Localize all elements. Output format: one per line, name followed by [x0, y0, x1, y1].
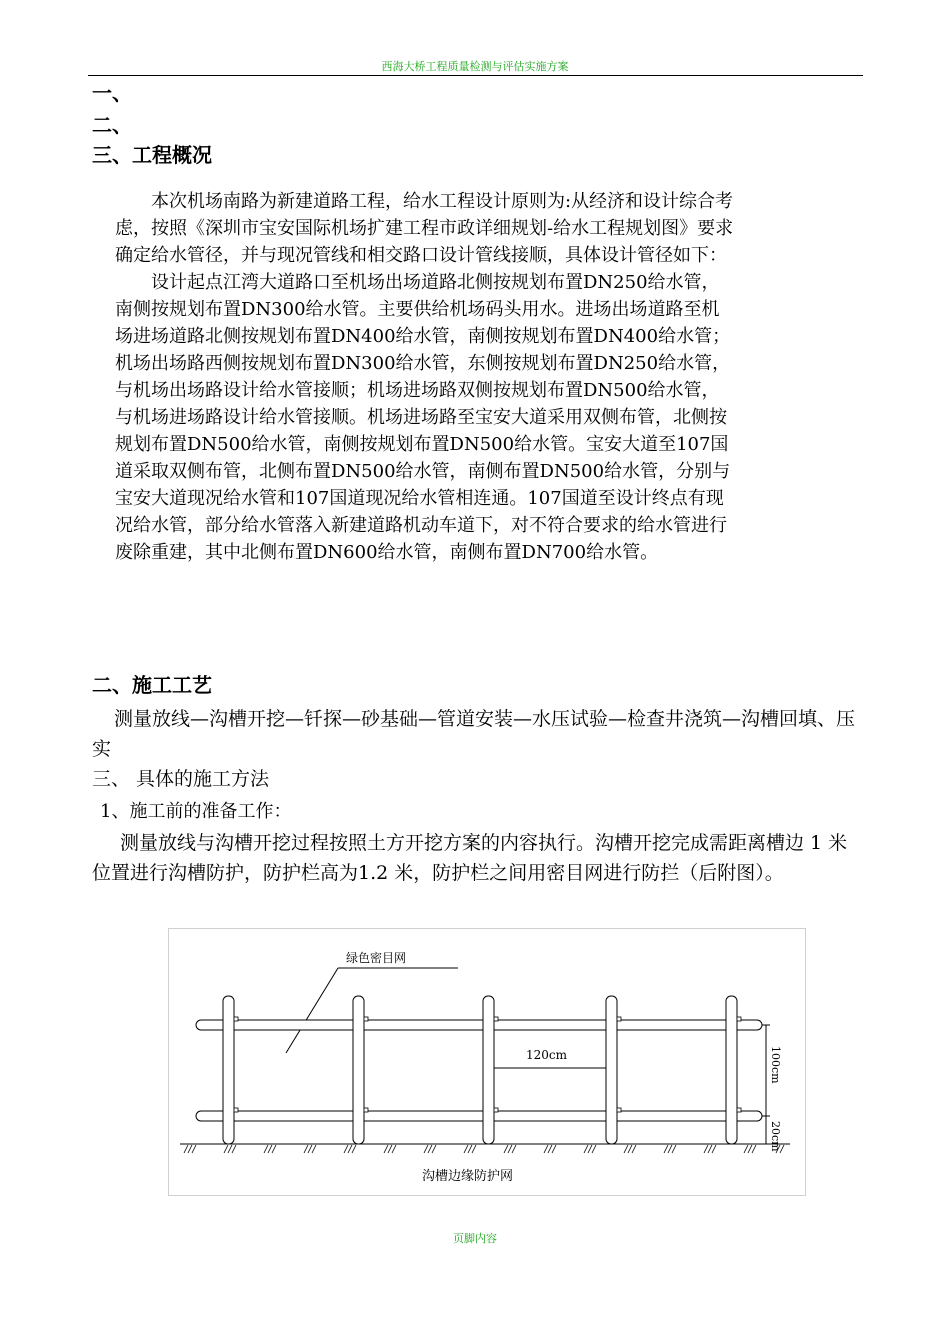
overview-paragraph-1: 本次机场南路为新建道路工程，给水工程设计原则为:从经济和设计综合考虑，按照《深圳市宝安国际机场扩建工程市政详细规划-给水工程规划图》要求确定给水管径，并与现况管线和相交路口设计管线接顺，具体设计管径如下： — [115, 191, 734, 266]
heading-process: 二、施工工艺 — [92, 673, 212, 697]
post-3 — [483, 996, 494, 1144]
guardrail-figure — [168, 928, 806, 1196]
heading-preparation: 1、施工前的准备工作： — [100, 801, 292, 822]
process-text: 测量放线—沟槽开挖—钎探—砂基础—管道安装—水压试验—检查井浇筑—沟槽回填、压实 — [92, 708, 856, 760]
overview-section — [115, 188, 735, 566]
overview-paragraph-2: 设计起点江湾大道路口至机场出场道路北侧按规划布置DN250给水管，南侧按规划布置DN300给水管。主要供给机场码头用水。进场出场道路至机场进场道路北侧按规划布置DN400给水管，南侧按规划布置DN400给水管；机场出场路西侧按规划布置DN300给水管，东侧按规划布置DN250给水管，与机场出场路设计给水管接顺；机场进场路双侧按规划布置DN500给水管，与机场进场路设计给水管接顺。机场进场路至宝安大道采用双侧布管，北侧按规划布置DN500给水管，南侧按规划布置DN500给水管。宝安大道至107国道采取双侧布管，北侧布置DN500给水管，南侧布置DN500给水管，分别与宝安大道现况给水管和107国道现况给水管相连通。107国道至设计终点有现况给水管，部分给水管落入新建道路机动车道下，对不符合要求的给水管进行废除重建，其中北侧布置DN600给水管，南侧布置DN700给水管。 — [115, 272, 731, 563]
height-label: 100cm — [769, 1046, 782, 1084]
net-label: 绿色密目网 — [346, 951, 407, 965]
heading-method: 三、 具体的施工方法 — [92, 768, 270, 790]
heading-1: 一、 — [92, 81, 132, 105]
heading-2: 二、 — [92, 113, 132, 137]
post-5 — [726, 996, 737, 1144]
page-footer: 页脚内容 — [453, 1232, 497, 1245]
heading-overview: 三、工程概况 — [92, 143, 212, 167]
header-rule — [88, 75, 863, 76]
base-label: 20cm — [769, 1121, 782, 1152]
prep-text: 测量放线与沟槽开挖过程按照土方开挖方案的内容执行。沟槽开挖完成需距离槽边 1 米位置进行沟槽防护，防护栏高为1.2 米，防护栏之间用密目网进行防拦（后附图）。 — [92, 832, 848, 884]
post-1 — [223, 996, 234, 1144]
page-header: 西海大桥工程质量检测与评估实施方案 — [381, 60, 569, 73]
figure-caption: 沟槽边缘防护网 — [422, 1169, 514, 1184]
top-rail — [196, 1020, 762, 1030]
process-section — [92, 704, 864, 764]
post-2 — [353, 996, 364, 1144]
prep-section — [92, 828, 864, 888]
bottom-rail — [196, 1111, 762, 1121]
post-4 — [606, 996, 617, 1144]
spacing-label: 120cm — [526, 1048, 568, 1062]
